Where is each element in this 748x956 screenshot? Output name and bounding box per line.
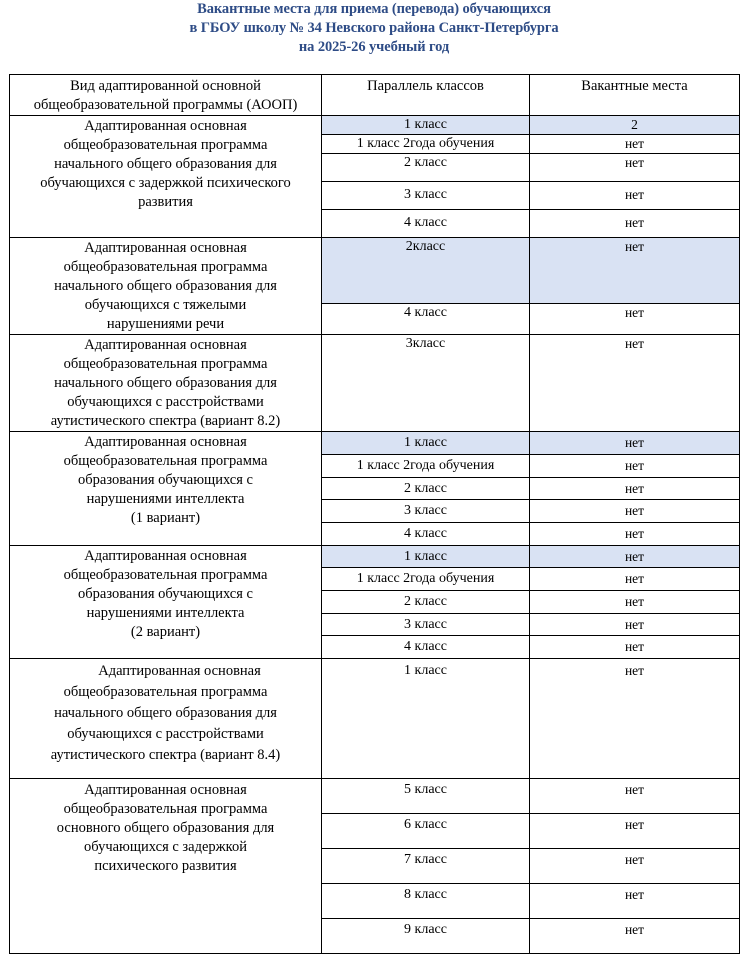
vacant-cell: нет (530, 591, 740, 614)
vacant-cell: нет (530, 455, 740, 478)
vacant-cell: нет (530, 659, 740, 779)
class-cell: 7 класс (322, 849, 530, 884)
vacant-cell: нет (530, 478, 740, 500)
title-line-3: на 2025-26 учебный год (298, 39, 450, 55)
vacant-cell: нет (530, 568, 740, 591)
class-cell: 1 класс 2года обучения (322, 568, 530, 591)
vacant-cell: нет (530, 884, 740, 919)
class-cell: 4 класс (322, 523, 530, 546)
vacant-cell: нет (530, 546, 740, 568)
vacant-cell: нет (530, 432, 740, 455)
class-cell: 8 класс (322, 884, 530, 919)
class-cell: 1 класс (322, 659, 530, 779)
vacant-cell: нет (530, 814, 740, 849)
vacant-cell: нет (530, 335, 740, 432)
vacant-cell: нет (530, 523, 740, 546)
table-row (10, 116, 740, 135)
header-vacancies: Вакантные места (530, 75, 740, 116)
table-row (10, 238, 740, 304)
program-cell: Адаптированная основная общеобразовательная программа начального общего образования для обучающихся с расстройствами аутистического спектра (вариант 8.4) (10, 659, 322, 779)
class-cell: 1 класс (322, 116, 530, 135)
vacant-cell: нет (530, 614, 740, 636)
program-cell: Адаптированная основная общеобразовательная программа начального общего образования для обучающихся с задержкой психического развития (10, 116, 322, 238)
class-cell: 2класс (322, 238, 530, 304)
title-line-2: в ГБОУ школу № 34 Невского района Санкт-Петербурга (189, 20, 559, 36)
table-row (10, 546, 740, 568)
class-cell: 4 класс (322, 636, 530, 659)
program-cell: Адаптированная основная общеобразовательная программа образования обучающихся с нарушениями интеллекта (2 вариант) (10, 546, 322, 659)
class-cell: 1 класс (322, 546, 530, 568)
program-cell: Адаптированная основная общеобразовательная программа образования обучающихся с нарушениями интеллекта (1 вариант) (10, 432, 322, 546)
vacant-cell: нет (530, 154, 740, 182)
class-cell: 2 класс (322, 478, 530, 500)
class-cell: 3класс (322, 335, 530, 432)
class-cell: 1 класс (322, 432, 530, 455)
class-cell: 3 класс (322, 614, 530, 636)
vacant-cell: нет (530, 135, 740, 154)
class-cell: 2 класс (322, 154, 530, 182)
table-row (10, 779, 740, 814)
class-cell: 1 класс 2года обучения (322, 135, 530, 154)
page-title (0, 0, 748, 57)
header-program: Вид адаптированной основной общеобразовательной программы (АООП) (10, 75, 322, 116)
vacant-cell: нет (530, 779, 740, 814)
vacant-cell: 2 (530, 116, 740, 135)
class-cell: 2 класс (322, 591, 530, 614)
vacant-cell: нет (530, 303, 740, 334)
class-cell: 4 класс (322, 210, 530, 238)
title-line-1: Вакантные места для приема (перевода) обучающихся (197, 1, 551, 17)
table-header-row (10, 75, 740, 116)
vacant-cell: нет (530, 500, 740, 523)
vacant-cell: нет (530, 919, 740, 954)
vacant-cell: нет (530, 182, 740, 210)
class-cell: 3 класс (322, 500, 530, 523)
class-cell: 1 класс 2года обучения (322, 455, 530, 478)
vacant-cell: нет (530, 210, 740, 238)
table-row (10, 335, 740, 432)
vacant-cell: нет (530, 238, 740, 304)
vacant-cell: нет (530, 849, 740, 884)
vacancies-table (9, 74, 740, 954)
program-cell: Адаптированная основная общеобразовательная программа начального общего образования для обучающихся с расстройствами аутистического спектра (вариант 8.2) (10, 335, 322, 432)
header-parallel: Параллель классов (322, 75, 530, 116)
table-row (10, 432, 740, 455)
class-cell: 3 класс (322, 182, 530, 210)
program-cell: Адаптированная основная общеобразовательная программа основного общего образования для обучающихся с задержкой психического развития (10, 779, 322, 954)
table-row (10, 659, 740, 779)
class-cell: 5 класс (322, 779, 530, 814)
class-cell: 4 класс (322, 303, 530, 334)
program-cell: Адаптированная основная общеобразовательная программа начального общего образования для обучающихся с тяжелыми нарушениями речи (10, 238, 322, 335)
class-cell: 9 класс (322, 919, 530, 954)
class-cell: 6 класс (322, 814, 530, 849)
vacant-cell: нет (530, 636, 740, 659)
